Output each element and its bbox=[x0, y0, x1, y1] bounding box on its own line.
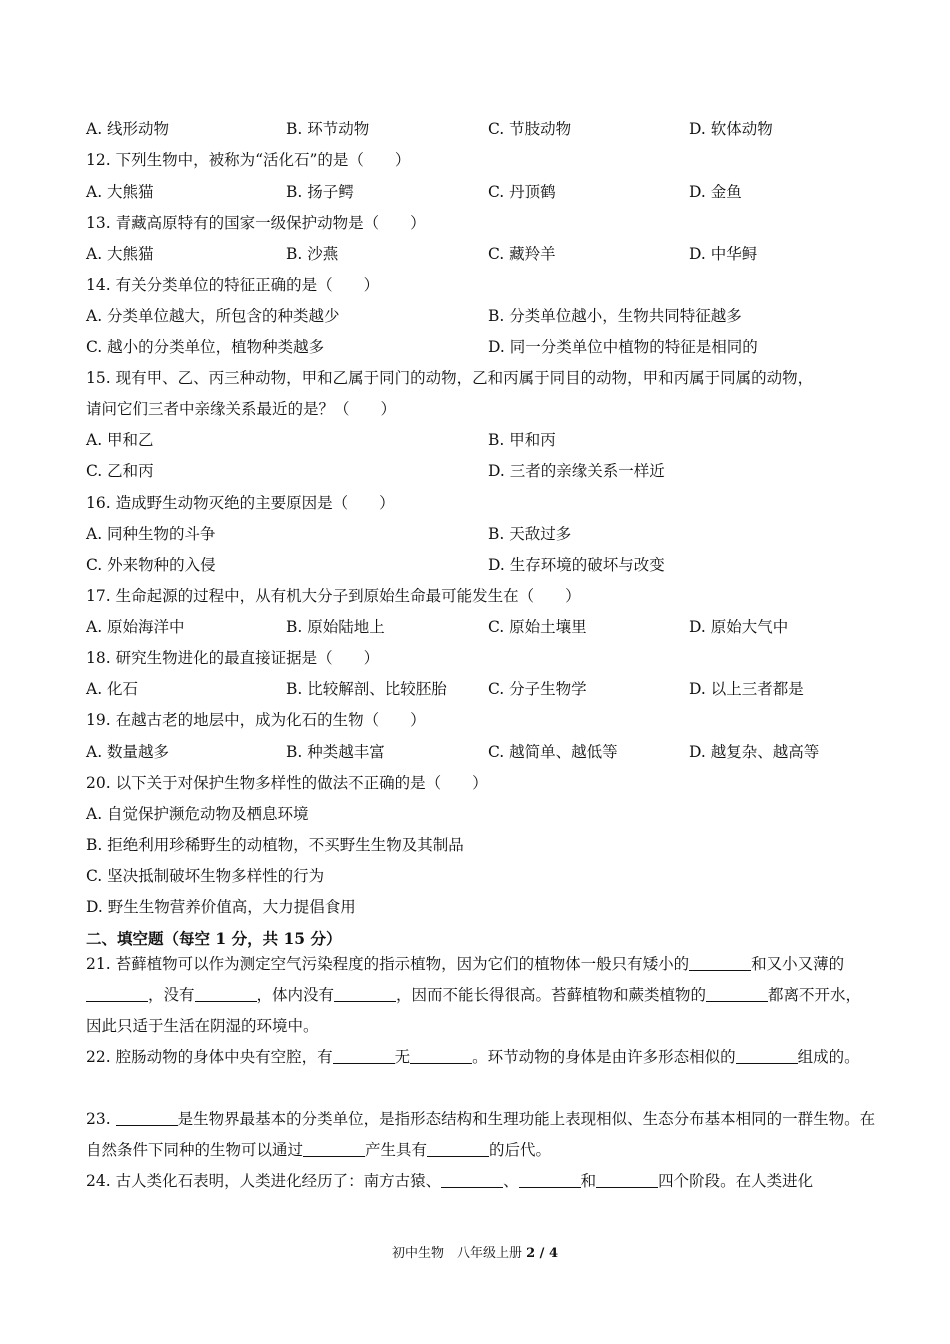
question-text: 19. 在越古老的地层中，成为化石的生物（ ） bbox=[86, 711, 426, 729]
answer-option: C. 丹顶鹤 bbox=[488, 183, 556, 201]
answer-blank[interactable] bbox=[596, 1171, 658, 1188]
question-text: D. 野生生物营养价值高，大力提倡食用 bbox=[86, 898, 356, 916]
fill-question-q24 bbox=[86, 1166, 876, 1197]
answer-option: A. 甲和乙 bbox=[86, 431, 154, 449]
question-text: 请问它们三者中亲缘关系最近的是？（ ） bbox=[86, 400, 397, 418]
answer-blank[interactable] bbox=[706, 985, 768, 1002]
answer-option: B. 扬子鳄 bbox=[286, 183, 354, 201]
question-text-segment: 。环节动物的身体是由许多形态相似的 bbox=[472, 1048, 736, 1066]
section-heading: 二、填空题（每空 1 分，共 15 分） bbox=[86, 929, 342, 948]
question-text-segment: 是生物界最基本的分类单位，是指形态结构和生理功能上表现相似、生态分布基本相同的一群生物。在自然条件下同种的生物可以通过 bbox=[86, 1110, 876, 1159]
answer-option: D. 原始大气中 bbox=[689, 618, 789, 636]
answer-blank[interactable] bbox=[334, 985, 396, 1002]
answer-option: A. 原始海洋中 bbox=[86, 618, 185, 636]
answer-option: A. 分类单位越大，所包含的种类越少 bbox=[86, 307, 340, 325]
answer-option: C. 原始土壤里 bbox=[488, 618, 587, 636]
answer-blank[interactable] bbox=[116, 1109, 178, 1126]
answer-blank[interactable] bbox=[86, 985, 148, 1002]
answer-blank[interactable] bbox=[410, 1047, 472, 1064]
answer-option: C. 节肢动物 bbox=[488, 120, 572, 138]
answer-option: C. 越小的分类单位，植物种类越多 bbox=[86, 338, 325, 356]
question-text-segment: 24. 古人类化石表明，人类进化经历了：南方古猿、 bbox=[86, 1172, 442, 1190]
answer-blank[interactable] bbox=[519, 1171, 581, 1188]
question-text-segment: 的后代。 bbox=[489, 1141, 552, 1159]
question-text-segment: ，因而不能长得很高。苔藓植物和蕨类植物的 bbox=[396, 986, 707, 1004]
answer-blank[interactable] bbox=[689, 954, 751, 971]
answer-option: C. 藏羚羊 bbox=[488, 245, 556, 263]
fill-question-q21 bbox=[86, 949, 876, 1042]
question-text-segment: 组成的。 bbox=[797, 1048, 860, 1066]
question-text-segment: 四个阶段。在人类进化 bbox=[658, 1172, 814, 1190]
answer-option: D. 金鱼 bbox=[689, 183, 742, 201]
fill-question-q22 bbox=[86, 1042, 876, 1104]
question-text: C. 坚决抵制破坏生物多样性的行为 bbox=[86, 867, 325, 885]
question-text: 15. 现有甲、乙、丙三种动物，甲和乙属于同门的动物，乙和丙属于同目的动物，甲和丙属于同属的动物， bbox=[86, 369, 814, 387]
question-text-segment: 和又小又薄的 bbox=[751, 955, 845, 973]
answer-option: B. 比较解剖、比较胚胎 bbox=[286, 680, 447, 698]
page-footer bbox=[0, 1245, 950, 1263]
footer-separator: / bbox=[535, 1246, 549, 1261]
answer-blank[interactable] bbox=[427, 1140, 489, 1157]
answer-blank[interactable] bbox=[195, 985, 257, 1002]
answer-option: A. 化石 bbox=[86, 680, 139, 698]
answer-option: B. 环节动物 bbox=[286, 120, 370, 138]
answer-option: C. 外来物种的入侵 bbox=[86, 556, 216, 574]
question-text-segment: 无 bbox=[394, 1048, 411, 1066]
question-text-segment: 23. bbox=[86, 1110, 116, 1128]
answer-option: D. 中华鲟 bbox=[689, 245, 758, 263]
answer-blank[interactable] bbox=[441, 1171, 503, 1188]
answer-option: D. 以上三者都是 bbox=[689, 680, 804, 698]
answer-option: B. 原始陆地上 bbox=[286, 618, 385, 636]
question-text-segment: 22. 腔肠动物的身体中央有空腔，有 bbox=[86, 1048, 333, 1066]
question-text: 18. 研究生物进化的最直接证据是（ ） bbox=[86, 649, 380, 667]
answer-option: C. 乙和丙 bbox=[86, 462, 154, 480]
answer-option: B. 种类越丰富 bbox=[286, 743, 385, 761]
question-text: 14. 有关分类单位的特征正确的是（ ） bbox=[86, 276, 380, 294]
answer-option: A. 线形动物 bbox=[86, 120, 170, 138]
answer-option: D. 同一分类单位中植物的特征是相同的 bbox=[488, 338, 758, 356]
question-text-segment: 、 bbox=[503, 1172, 519, 1190]
answer-option: D. 越复杂、越高等 bbox=[689, 743, 820, 761]
answer-option: A. 同种生物的斗争 bbox=[86, 525, 216, 543]
footer-page-number: 2 bbox=[526, 1246, 536, 1261]
answer-option: B. 分类单位越小，生物共同特征越多 bbox=[488, 307, 742, 325]
answer-blank[interactable] bbox=[333, 1047, 395, 1064]
question-text-segment: 和 bbox=[580, 1172, 597, 1190]
answer-blank[interactable] bbox=[736, 1047, 798, 1064]
question-text-segment: 都离不开水，因此只适于生活在阴湿的环境中。 bbox=[86, 986, 862, 1035]
question-text-segment: 21. 苔藓植物可以作为测定空气污染程度的指示植物，因为它们的植物体一般只有矮小的 bbox=[86, 955, 690, 973]
question-text: 13. 青藏高原特有的国家一级保护动物是（ ） bbox=[86, 214, 426, 232]
question-text: 16. 造成野生动物灭绝的主要原因是（ ） bbox=[86, 494, 395, 512]
answer-option: D. 生存环境的破坏与改变 bbox=[488, 556, 665, 574]
question-text-segment: 产生具有 bbox=[365, 1141, 428, 1159]
question-text: 17. 生命起源的过程中，从有机大分子到原始生命最可能发生在（ ） bbox=[86, 587, 581, 605]
answer-option: C. 分子生物学 bbox=[488, 680, 587, 698]
answer-option: B. 沙燕 bbox=[286, 245, 339, 263]
footer-page-total: 4 bbox=[548, 1246, 559, 1261]
fill-question-q23 bbox=[86, 1104, 876, 1166]
answer-option: D. 三者的亲缘关系一样近 bbox=[488, 462, 665, 480]
answer-option: A. 大熊猫 bbox=[86, 183, 154, 201]
footer-course: 初中生物 八年级上册 bbox=[391, 1246, 527, 1261]
answer-option: C. 越简单、越低等 bbox=[488, 743, 618, 761]
question-text: 20. 以下关于对保护生物多样性的做法不正确的是（ ） bbox=[86, 774, 488, 792]
answer-option: A. 数量越多 bbox=[86, 743, 170, 761]
question-text-segment: ，体内没有 bbox=[256, 986, 335, 1004]
question-text: A. 自觉保护濒危动物及栖息环境 bbox=[86, 805, 309, 823]
answer-option: B. 甲和丙 bbox=[488, 431, 556, 449]
question-text: 12. 下列生物中，被称为“活化石”的是（ ） bbox=[86, 151, 411, 169]
question-text-segment: ，没有 bbox=[148, 986, 195, 1004]
answer-option: B. 天敌过多 bbox=[488, 525, 572, 543]
answer-option: A. 大熊猫 bbox=[86, 245, 154, 263]
answer-option: D. 软体动物 bbox=[689, 120, 773, 138]
question-text: B. 拒绝利用珍稀野生的动植物，不买野生生物及其制品 bbox=[86, 836, 464, 854]
answer-blank[interactable] bbox=[303, 1140, 365, 1157]
